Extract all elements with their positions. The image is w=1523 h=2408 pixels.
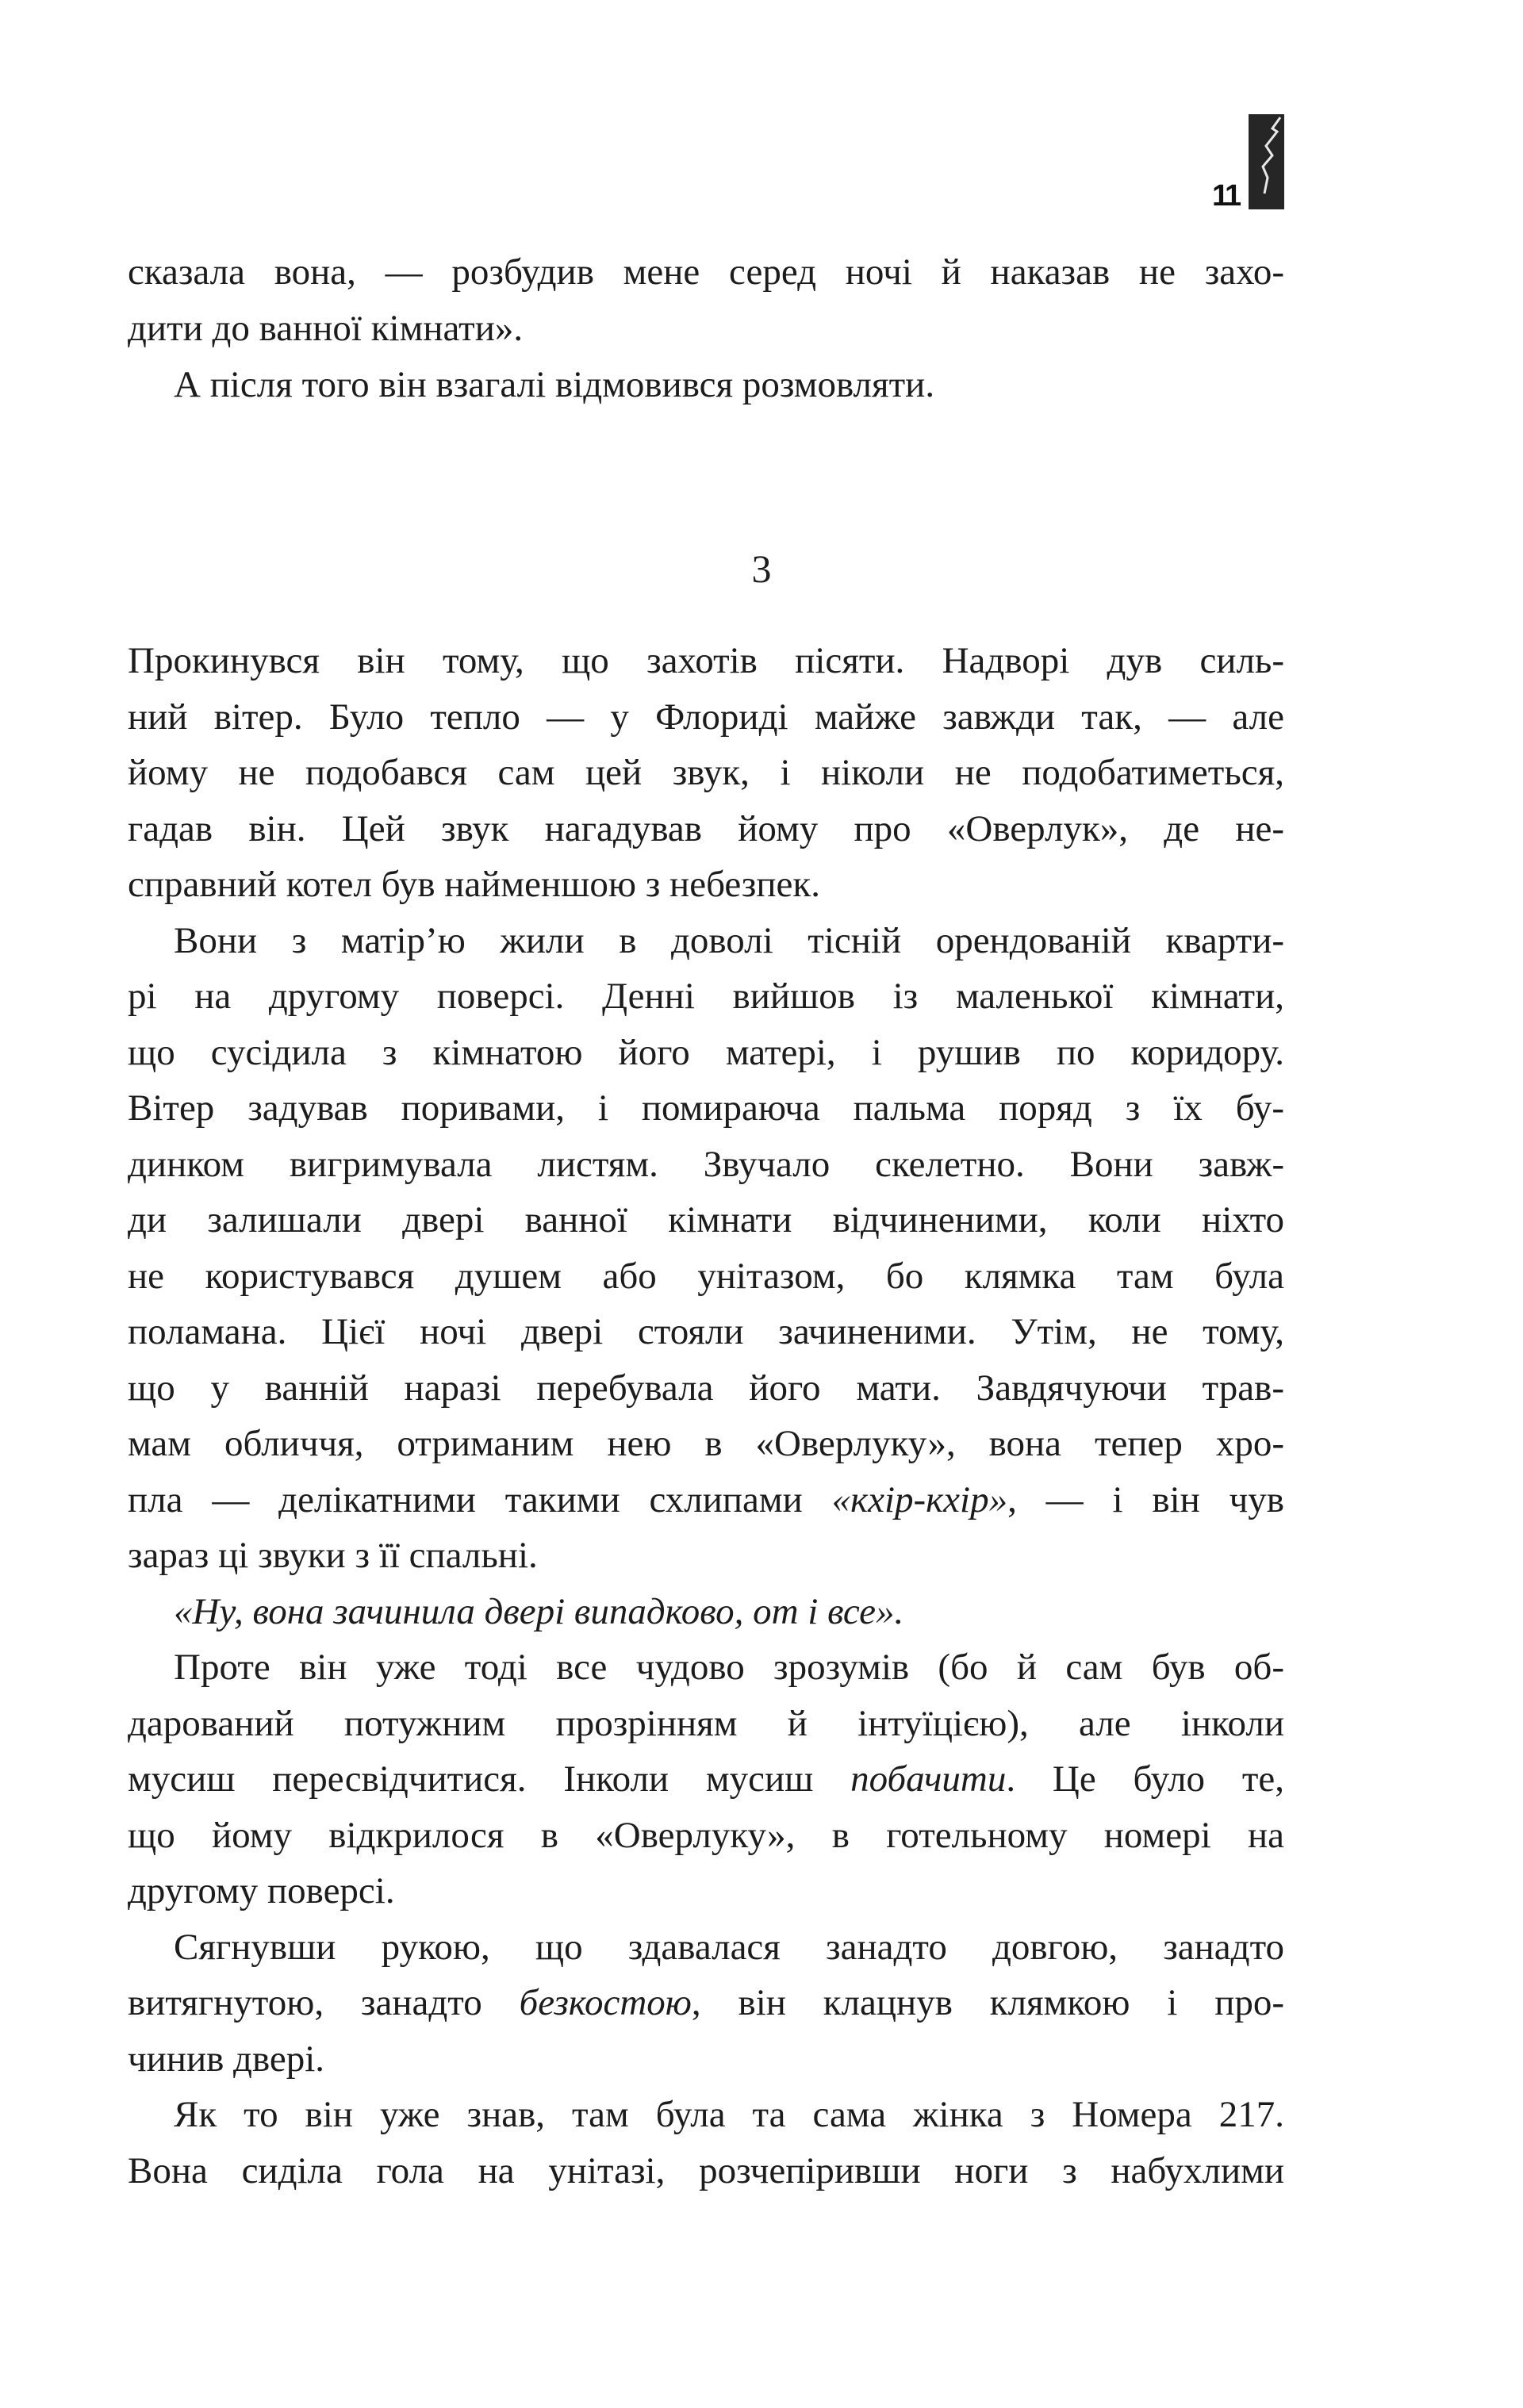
text-run: що сусідила з кімнатою його матері, і рушив по коридору. (128, 1031, 1284, 1073)
text-run: ди залишали двері ванної кімнати відчиненими, коли ніхто (128, 1199, 1284, 1240)
text-line (128, 1643, 1284, 1691)
text-line (128, 1979, 1284, 2026)
text-line (128, 1308, 1284, 1355)
text-run: не користувався душем або унітазом, бо клямка там була (128, 1255, 1284, 1297)
text-run: гадав він. Цей звук нагадував йому про «Оверлук», де не- (128, 807, 1284, 849)
text-run: сказала вона, — розбудив мене серед ночі й наказав не захо- (128, 251, 1284, 293)
text-line (128, 749, 1284, 796)
text-line (128, 917, 1284, 964)
text-run: Сягнувши рукою, що здавалася занадто довгою, занадто (174, 1926, 1284, 1968)
text-line (128, 1532, 1284, 1579)
text-run: витягнутою, занадто (128, 1982, 520, 2023)
text-run: , він клацнув клямкою і про- (691, 1982, 1284, 2023)
text-run: Як то він уже знав, там була та сама жінка з Номера 217. (174, 2094, 1284, 2135)
text-run: рі на другому поверсі. Денні вийшов із маленької кімнати, (128, 976, 1284, 1017)
text-line (128, 1029, 1284, 1076)
text-run: мусиш пересвідчитися. Інколи мусиш (128, 1758, 851, 1800)
text-line (128, 2035, 1284, 2083)
text-run: ний вітер. Було тепло — у Флориді майже завжди так, — але (128, 696, 1284, 738)
text-run: . Це було те, (1006, 1758, 1284, 1800)
text-run: що у ванній наразі перебувала його мати. Завдячуючи трав- (128, 1367, 1284, 1409)
text-line (128, 1252, 1284, 1300)
text-line (128, 305, 1284, 352)
text-line (128, 2147, 1284, 2195)
text-run: Прокинувся він тому, що захотів пісяти. Надворі дув силь- (128, 640, 1284, 681)
text-line (128, 1364, 1284, 1412)
chapter-tab-marker (1249, 114, 1284, 209)
text-run: пла — делікатними такими схлипами (128, 1478, 832, 1520)
text-run: А після того він взагалі відмовився розмовляти. (174, 364, 935, 405)
text-run: поламана. Цієї ночі двері стояли зачиненими. Утім, не тому, (128, 1311, 1284, 1352)
text-line (128, 1923, 1284, 1971)
text-line (128, 637, 1284, 684)
text-run: зараз ці звуки з її спальні. (128, 1535, 538, 1576)
text-run: Проте він уже тоді все чудово зрозумів (бо й сам був об- (174, 1647, 1284, 1688)
text-line (128, 1141, 1284, 1188)
lightning-crack-icon (1249, 114, 1284, 209)
text-line (128, 1867, 1284, 1915)
text-run: дити до ванної кімнати». (128, 308, 524, 349)
text-run: другому поверсі. (128, 1870, 395, 1911)
italic-text: побачити (850, 1758, 1007, 1800)
text-run: чинив двері. (128, 2038, 325, 2080)
text-line (128, 972, 1284, 1020)
text-line (128, 693, 1284, 741)
text-run: справний котел був найменшою з небезпек. (128, 864, 820, 905)
text-run: , — і він чув (1007, 1478, 1285, 1520)
text-run: Вони з матір’ю жили в доволі тісній орендованій кварти- (174, 919, 1284, 961)
text-run: динком вигримувала листям. Звучало скелетно. Вони завж- (128, 1143, 1284, 1185)
text-line (128, 361, 1284, 408)
text-run: Вона сиділа гола на унітазі, розчепіривши ноги з набухлими (128, 2149, 1284, 2191)
text-run: що йому відкрилося в «Оверлуку», в готельному номері на (128, 1814, 1284, 1856)
text-line (128, 1812, 1284, 1859)
text-line (128, 1755, 1284, 1803)
page-number: 11 (1212, 179, 1240, 213)
text-run: Вітер задував поривами, і помираюча пальма поряд з їх бу- (128, 1087, 1284, 1129)
text-run: йому не подобався сам цей звук, і ніколи не подобатиметься, (128, 752, 1284, 793)
italic-text: безкостою (519, 1982, 692, 2023)
text-line (128, 1476, 1284, 1524)
italic-text: «кхір-кхір» (831, 1478, 1008, 1520)
text-line (128, 248, 1284, 296)
text-line (128, 861, 1284, 908)
text-run: мам обличчя, отриманим нею в «Оверлуку», вона тепер хро- (128, 1423, 1284, 1464)
text-line (128, 1084, 1284, 1132)
text-line (128, 1588, 1284, 1635)
text-line (128, 1700, 1284, 1747)
text-run: дарований потужним прозрінням й інтуїцією), але інколи (128, 1702, 1284, 1744)
italic-text: «Ну, вона зачинила двері випадково, от і все». (174, 1590, 904, 1632)
chapter-number: 3 (751, 546, 772, 591)
text-line (128, 805, 1284, 853)
text-line (128, 1196, 1284, 1244)
text-line (128, 1420, 1284, 1467)
text-line (128, 2091, 1284, 2138)
